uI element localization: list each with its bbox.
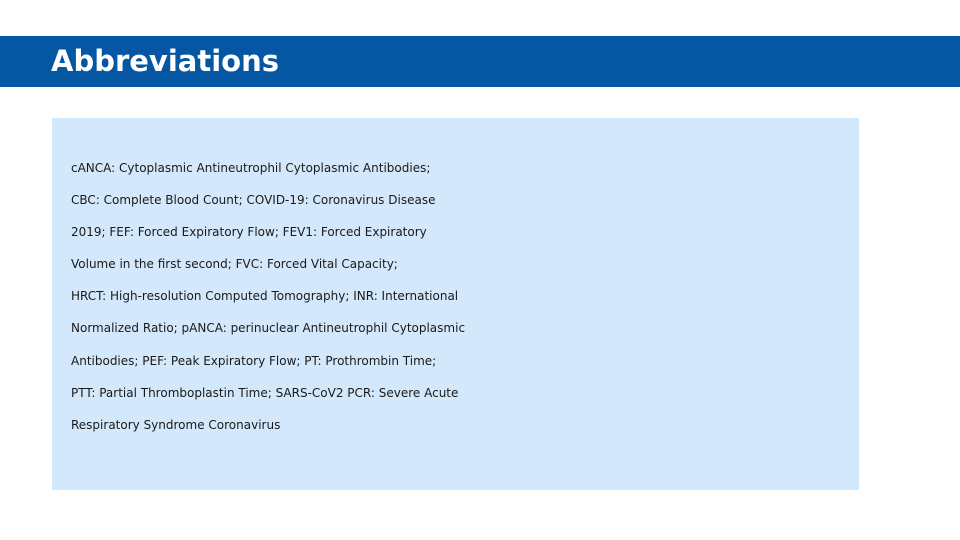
abbreviations-line: PTT: Partial Thromboplastin Time; SARS-CoV2 PCR: Severe Acute — [71, 385, 459, 400]
abbreviations-line: Normalized Ratio; pANCA: perinuclear Antineutrophil Cytoplasmic — [71, 321, 466, 336]
abbreviations-line: CBC: Complete Blood Count; COVID-19: Coronavirus Disease — [71, 193, 436, 208]
abbreviations-line: 2019; FEF: Forced Expiratory Flow; FEV1: Forced Expiratory — [71, 225, 427, 240]
abbreviations-line: Respiratory Syndrome Coronavirus — [71, 417, 281, 432]
abbreviations-line: HRCT: High-resolution Computed Tomography; INR: International — [71, 289, 459, 304]
abbreviations-text — [71, 152, 861, 441]
title-bar — [0, 36, 960, 87]
abbreviations-line: cANCA: Cytoplasmic Antineutrophil Cytoplasmic Antibodies; — [71, 161, 431, 175]
abbreviations-line: Volume in the first second; FVC: Forced Vital Capacity; — [71, 257, 398, 272]
abbreviations-line: Antibodies; PEF: Peak Expiratory Flow; PT: Prothrombin Time; — [71, 353, 437, 368]
abbreviations-box — [52, 118, 859, 490]
slide-title: Abbreviations — [51, 44, 279, 78]
